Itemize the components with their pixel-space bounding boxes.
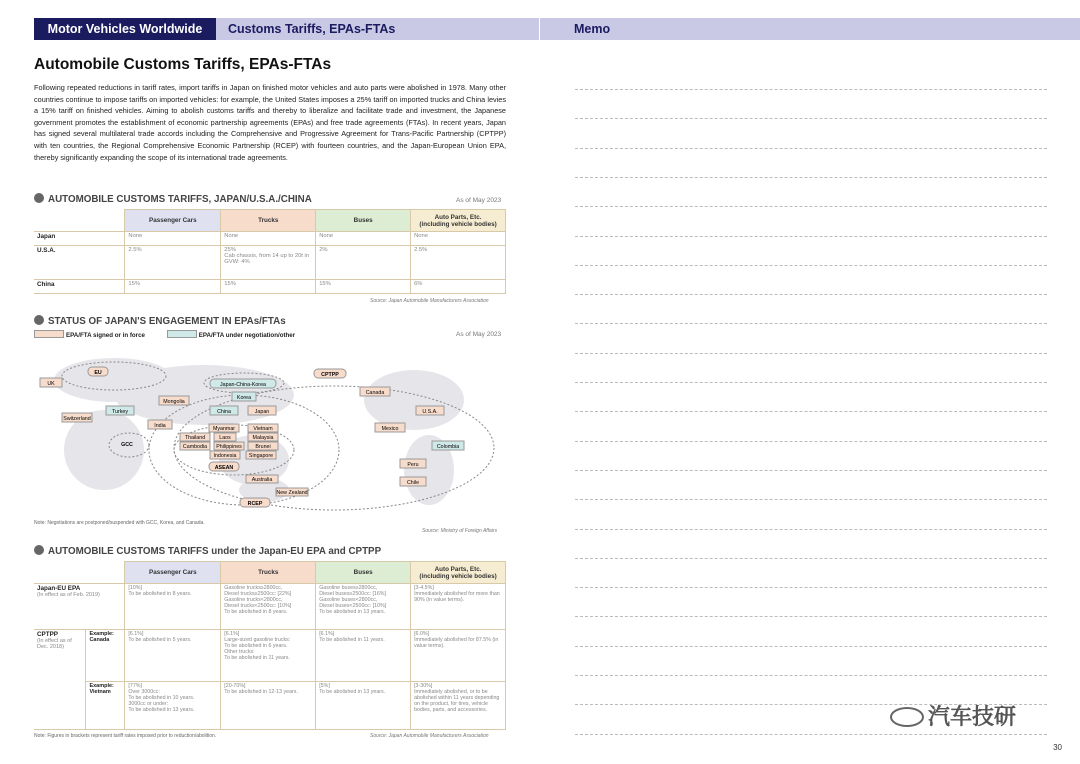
label-mexico: Mexico [381,426,399,432]
label-jck: Japan-China-Korea [220,382,266,388]
table-row [34,280,506,294]
col-auto-parts: Auto Parts, Etc. (including vehicle bodies) [411,210,506,232]
label-thailand: Thailand [184,435,206,441]
section2-title: STATUS OF JAPAN'S ENGAGEMENT IN EPAs/FTAs [48,316,286,327]
section3-title: AUTOMOBILE CUSTOMS TARIFFS under the Japan-EU EPA and CPTPP [48,546,382,557]
label-colombia: Colombia [436,444,460,450]
cell: [10%] To be abolished in 8 years. [125,584,221,630]
memo-line [575,646,1047,647]
memo-line [575,529,1047,530]
row-label: Japan [34,232,125,246]
label-canada: Canada [365,390,385,396]
memo-line [575,148,1047,149]
memo-line [575,441,1047,442]
cell: [20-70%] To be abolished in 12-13 years. [221,682,316,730]
left-header-bar [34,18,539,40]
watermark: 汽车技研 [890,700,1016,731]
memo-line [575,470,1047,471]
bullet-icon [34,315,44,325]
label-korea: Korea [236,395,252,401]
cell: None [125,232,221,246]
legend-negotiating-swatch [167,330,197,338]
memo-line [575,411,1047,412]
section-tag: Motor Vehicles Worldwide [34,18,216,40]
col-auto-parts: Auto Parts, Etc. (including vehicle bodies) [411,562,506,584]
memo-line [575,177,1047,178]
section1-source: Source: Japan Automobile Manufacturers Association [370,298,489,304]
page-number: 30 [1053,743,1062,752]
label-japan: Japan [254,409,270,415]
label-philippines: Philippines [216,444,242,450]
label-india: India [154,423,166,429]
right-header-bar [540,18,1080,40]
memo-line [575,118,1047,119]
memo-line [575,675,1047,676]
cell: None [221,232,316,246]
section2-heading [34,315,286,327]
label-malaysia: Malaysia [252,435,274,441]
memo-line [575,206,1047,207]
cell: 15% [125,280,221,294]
cell: 15% [221,280,316,294]
cell: None [316,232,411,246]
memo-line [575,616,1047,617]
table-row [34,584,506,630]
cell: [6.0%] Immediately abolished for 87.5% (in value terms). [411,630,506,682]
cell: 15% [316,280,411,294]
cell: [3-4.5%] Immediately abolished for more than 90% (in value terms). [411,584,506,630]
row-label-eu: Japan-EU EPA (In effect as of Feb. 2019) [34,584,125,630]
cell: 25% Cab chassis, from 14 up to 20t in GVW: 4% [221,246,316,280]
cell: 2.5% [411,246,506,280]
section1-title: AUTOMOBILE CUSTOMS TARIFFS, JAPAN/U.S.A./CHINA [48,194,312,205]
memo-line [575,382,1047,383]
row-sublabel-canada: Example: Canada [86,630,125,682]
section1-asof: As of May 2023 [456,197,502,204]
label-rcep: RCEP [247,501,263,507]
cell: [6.1%] Large-sized gasoline trucks: To be abolished in 6 years. Other trucks: To be abolished in 11 years. [221,630,316,682]
memo-line [575,353,1047,354]
memo-line [575,323,1047,324]
map-legend [34,330,295,339]
table-row [34,232,506,246]
memo-line [575,89,1047,90]
row-sublabel-vietnam: Example: Vietnam [86,682,125,730]
table-row [34,682,506,730]
section1-heading [34,193,312,205]
intro-paragraph: Following repeated reductions in tariff rates, import tariffs in Japan on finished motor vehicles and auto parts were abolished in 1978. Many other countries continue to impose tariffs on imported vehicles: for example, the United States imposes a 25% tariff on imported trucks and China levies a 15% tariff on finished vehicles. Aiming to abolish customs tariffs and thereby to liberalize and facilitate trade and investment, the Japanese government promotes the establishment of economic partnership agreements (EPAs) and free trade agreements (FTAs). In recent years, Japan has signed several multilateral trade accords including the Comprehensive and Progressive Agreement for Trans-Pacific Partnership (CPTPP) with ten countries, the Regional Comprehensive Economic Partnership (RCEP) with fourteen countries, and the Japan-European Union EPA, thereby significantly expanding the scope of its international trade agreements. [34,83,506,162]
cell: [6.1%] To be abolished in 5 years. [125,630,221,682]
section3-note: Note: Figures in brackets represent tariff rates imposed prior to reduction/abolition. [34,733,217,739]
label-usa: U.S.A. [422,409,438,415]
cell: [6.1%] To be abolished in 11 years. [316,630,411,682]
label-nz: New Zealand [276,490,308,496]
label-eu: EU [94,370,102,376]
bullet-icon [34,193,44,203]
cell: [77%] Over 3000cc: To be abolished in 10 years. 3000cc or under: To be abolished in 13 years. [125,682,221,730]
row-label-cptpp: CPTPP (In effect as of Dec. 2018) [34,630,86,730]
wechat-icon [890,707,924,727]
label-vietnam: Vietnam [253,426,273,432]
memo-line [575,236,1047,237]
legend-signed-swatch [34,330,64,338]
label-cptpp: CPTPP [321,372,339,378]
col-buses: Buses [316,562,411,584]
page-title: Automobile Customs Tariffs, EPAs-FTAs [34,56,332,73]
section2-source: Source: Ministry of Foreign Affairs [422,528,498,534]
section3-source: Source: Japan Automobile Manufacturers Association [370,733,489,739]
cell: Gasoline trucks≥2800cc, Diesel trucks≥2500cc: [22%] Gasoline trucks<2800cc, Diesel trucks<2500cc: [10%] To be abolished in 8 years. [221,584,316,630]
cell: 2.5% [125,246,221,280]
cell: [3-30%] Immediately abolished, or to be abolished within 11 years depending on the product, for tires, vehicle bodies, parts, and accessories. [411,682,506,730]
memo-line [575,558,1047,559]
memo-line [575,265,1047,266]
tariffs-table-1 [34,209,506,294]
label-uk: UK [47,381,55,387]
label-australia: Australia [251,477,273,483]
col-passenger-cars: Passenger Cars [125,210,221,232]
col-trucks: Trucks [221,210,316,232]
label-indonesia: Indonesia [213,453,237,459]
legend-signed-label: EPA/FTA signed or in force [66,332,145,339]
row-label: China [34,280,125,294]
memo-line [575,294,1047,295]
tariffs-table-2 [34,561,506,730]
label-china: China [217,409,231,415]
label-gcc: GCC [121,442,133,448]
label-switzerland: Switzerland [63,416,91,422]
table-row [34,630,506,682]
label-chile: Chile [406,480,420,486]
label-myanmar: Myanmar [212,426,236,432]
cell: None [411,232,506,246]
label-mongolia: Mongolia [163,399,185,405]
label-peru: Peru [407,462,419,468]
section3-heading [34,545,381,557]
cell: 6% [411,280,506,294]
row-label: U.S.A. [34,246,125,280]
label-singapore: Singapore [248,453,274,459]
label-turkey: Turkey [112,409,128,415]
label-brunei: Brunei [255,444,271,450]
col-passenger-cars: Passenger Cars [125,562,221,584]
bullet-icon [34,545,44,555]
cell: [5%] To be abolished in 13 years. [316,682,411,730]
cell: Gasoline buses≥2800cc, Diesel buses≥2500cc: [16%] Gasoline buses<2800cc, Diesel buses<2500cc: [10%] To be abolished in 13 years. [316,584,411,630]
memo-title: Memo [574,22,611,36]
memo-line [575,587,1047,588]
memo-line [575,499,1047,500]
table-row [34,246,506,280]
col-trucks: Trucks [221,562,316,584]
section2-note: Note: Negotiations are postponed/suspended with GCC, Korea, and Canada. [34,520,205,526]
epa-fta-map [34,340,506,515]
cell: 2% [316,246,411,280]
legend-negotiating-label: EPA/FTA under negotiation/other [198,332,296,339]
memo-line [575,734,1047,735]
col-buses: Buses [316,210,411,232]
label-cambodia: Cambodia [182,444,208,450]
section-subtitle: Customs Tariffs, EPAs-FTAs [228,22,396,36]
label-asean: ASEAN [214,465,234,471]
label-laos: Laos [219,435,231,441]
section2-asof: As of May 2023 [456,331,502,338]
